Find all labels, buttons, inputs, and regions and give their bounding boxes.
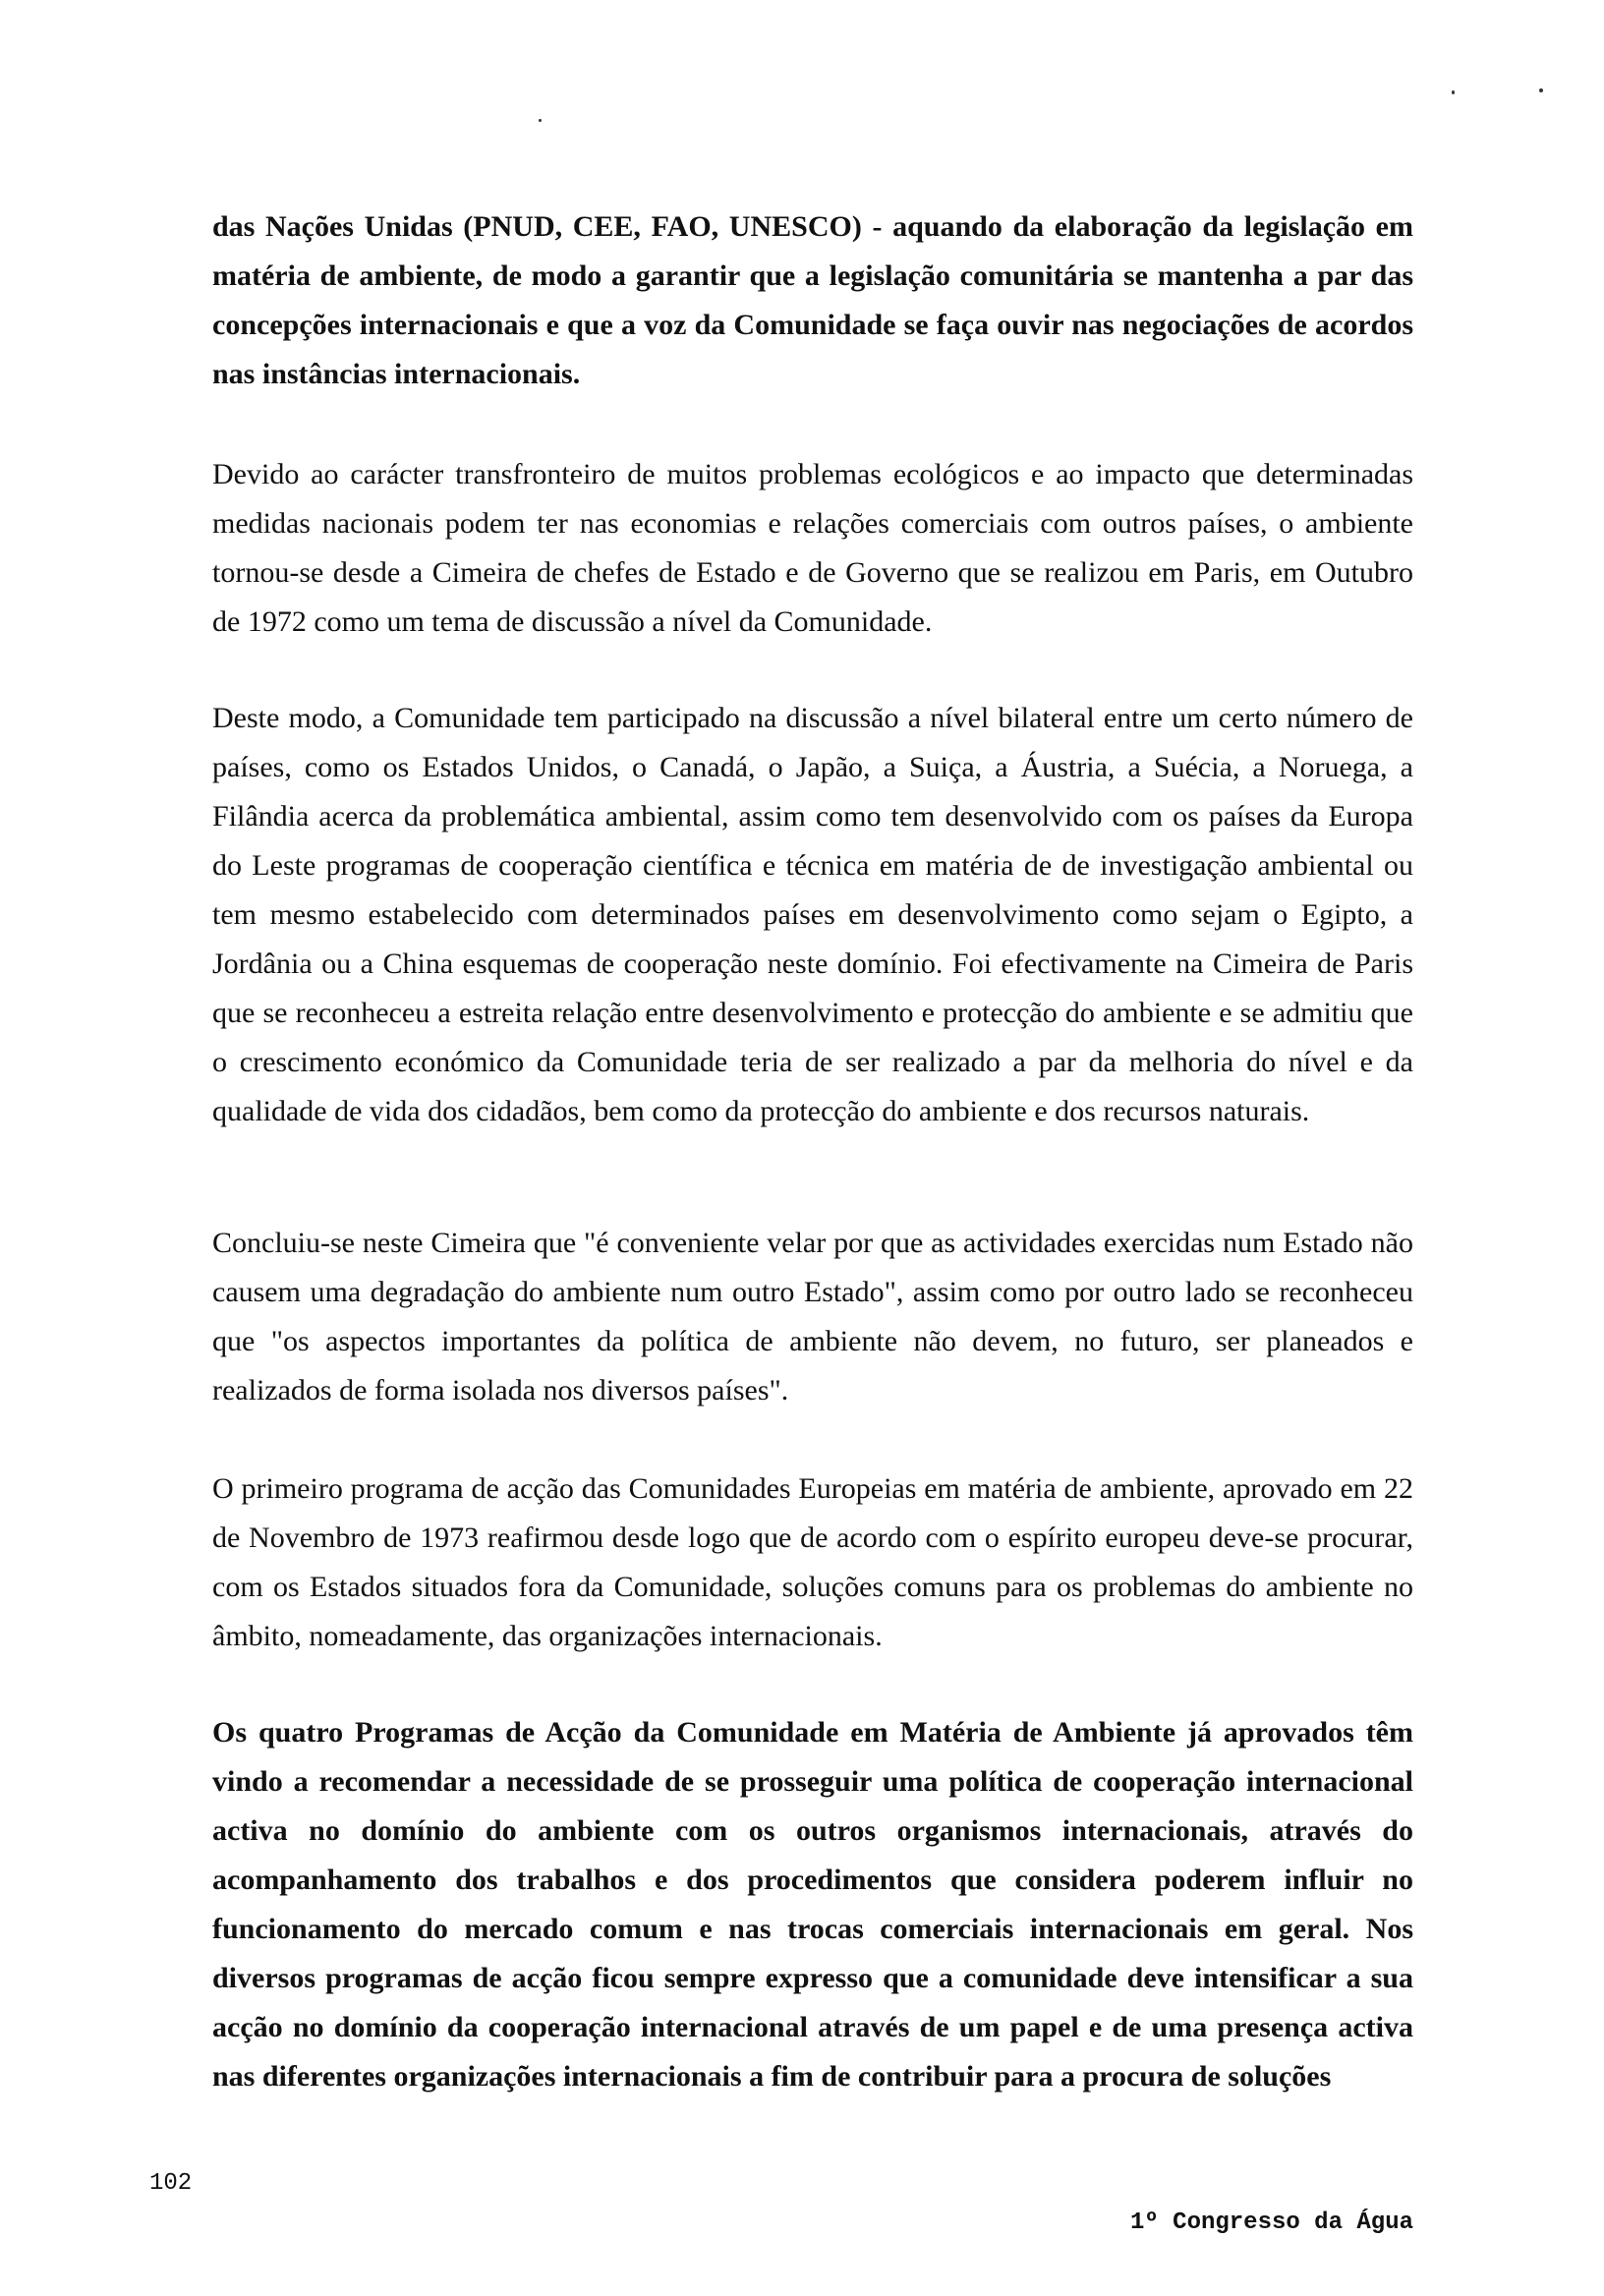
paragraph-6: Os quatro Programas de Acção da Comunidade em Matéria de Ambiente já aprovados têm vindo a recomendar a necessidade de se prosseguir uma política de cooperação internacional activa no domínio do ambiente com os outros organismos internacionais, através do acompanhamento dos trabalhos e dos procedimentos que considera poderem influir no funcionamento do mercado comum e nas trocas comerciais internacionais em geral. Nos diversos programas de acção ficou sempre expresso que a comunidade deve intensificar a sua acção no domínio da cooperação internacional através de um papel e de uma presença activa nas diferentes organizações internacionais a fim de contribuir para a procura de soluções: [212, 1716, 1413, 2093]
scan-speck: [1539, 88, 1543, 92]
paragraph-1: das Nações Unidas (PNUD, CEE, FAO, UNESCO) - aquando da elaboração da legislação em matéria de ambiente, de modo a garantir que a legislação comunitária se mantenha a par das concepções internacionais e que a voz da Comunidade se faça ouvir nas negociações de acordos nas instâncias internacionais.: [212, 210, 1413, 390]
paragraph-2: Devido ao carácter transfronteiro de muitos problemas ecológicos e ao impacto que determinadas medidas nacionais podem ter nas economias e relações comerciais com outros países, o ambiente tornou-se desde a Cimeira de chefes de Estado e de Governo que se realizou em Paris, em Outubro de 1972 como um tema de discussão a nível da Comunidade.: [212, 458, 1413, 638]
paragraph-3: Deste modo, a Comunidade tem participado na discussão a nível bilateral entre um certo número de países, como os Estados Unidos, o Canadá, o Japão, a Suiça, a Áustria, a Suécia, a Noruega, a Filândia acerca da problemática ambiental, assim como tem desenvolvido com os países da Europa do Leste programas de cooperação científica e técnica em matéria de de investigação ambiental ou tem mesmo estabelecido com determinados países em desenvolvimento como sejam o Egipto, a Jordânia ou a China esquemas de cooperação neste domínio. Foi efectivamente na Cimeira de Paris que se reconheceu a estreita relação entre desenvolvimento e protecção do ambiente e se admitiu que o crescimento económico da Comunidade teria de ser realizado a par da melhoria do nível e da qualidade de vida dos cidadãos, bem como da protecção do ambiente e dos recursos naturais.: [212, 702, 1413, 1127]
footer-title: 1º Congresso da Água: [1129, 2210, 1413, 2236]
scan-speck: [539, 119, 542, 122]
scan-speck: [1452, 90, 1455, 94]
paragraph-5: O primeiro programa de acção das Comunidades Europeias em matéria de ambiente, aprovado em 22 de Novembro de 1973 reafirmou desde logo que de acordo com o espírito europeu deve-se procurar, com os Estados situados fora da Comunidade, soluções comuns para os problemas do ambiente no âmbito, nomeadamente, das organizações internacionais.: [212, 1472, 1413, 1652]
page-number: 102: [149, 2170, 193, 2197]
paragraph-4: Concluiu-se neste Cimeira que "é conveniente velar por que as actividades exercidas num Estado não causem uma degradação do ambiente num outro Estado", assim como por outro lado se reconheceu que "os aspectos importantes da política de ambiente não devem, no futuro, ser planeados e realizados de forma isolada nos diversos países".: [212, 1227, 1413, 1406]
